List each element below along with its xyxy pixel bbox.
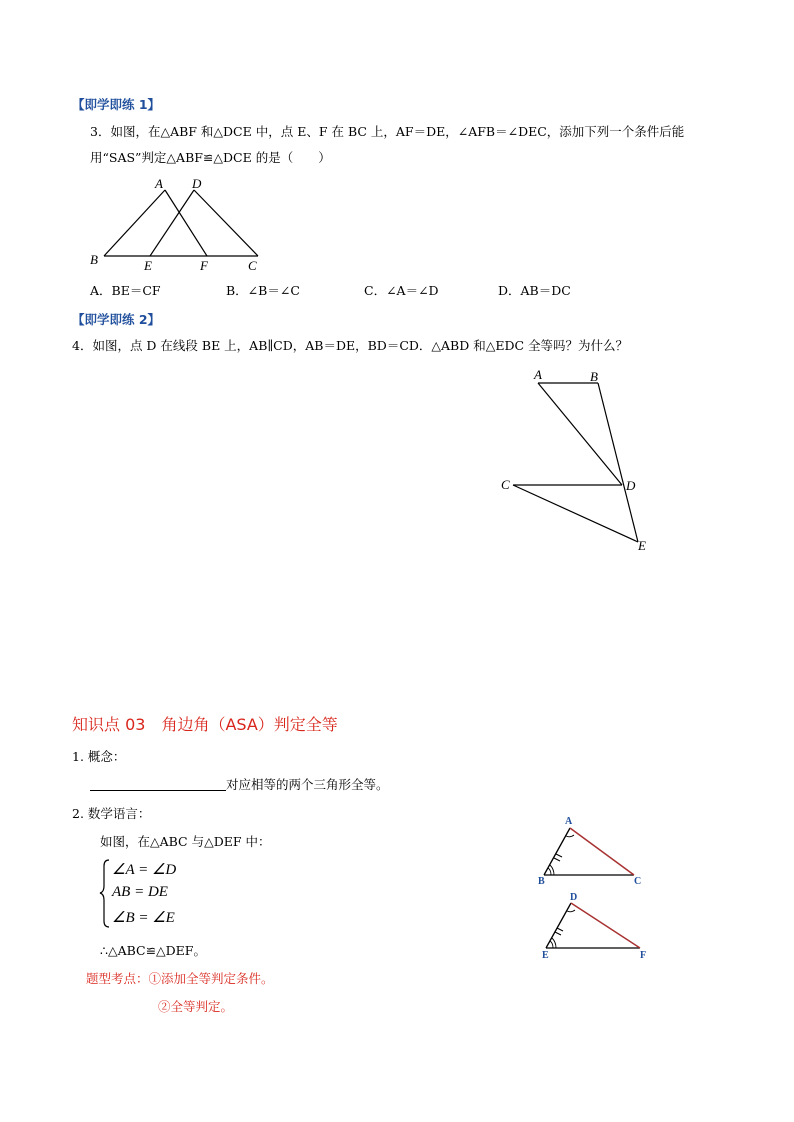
exam-points-2: ②全等判定。: [158, 999, 234, 1014]
fig-label-d: D: [570, 892, 578, 903]
option-a: A．BE＝CF: [90, 283, 161, 298]
q4-label-e: E: [638, 538, 646, 553]
condition-1: ∠A = ∠D: [112, 862, 177, 878]
question3-line1: 3．如图，在△ABF 和△DCE 中，点 E、F 在 BC 上，AF＝DE，∠AFB＝∠DEC，添加下列一个条件后能: [90, 124, 685, 139]
fig-label-e: E: [542, 950, 549, 961]
math-intro: 如图，在△ABC 与△DEF 中：: [100, 834, 271, 849]
q3-label-c: C: [248, 258, 257, 273]
math-language-label: 2. 数学语言：: [72, 806, 151, 821]
condition-3: ∠B = ∠E: [112, 910, 175, 926]
q3-label-f: F: [200, 258, 208, 273]
practice1-heading: 【即学即练 1】: [72, 97, 161, 112]
q3-label-e: E: [144, 258, 152, 273]
option-b: B．∠B＝∠C: [226, 283, 300, 298]
fig-label-a: A: [565, 816, 573, 827]
condition-2: AB = DE: [112, 884, 168, 900]
q4-label-c: C: [501, 477, 510, 492]
q4-label-a: A: [534, 367, 542, 382]
q4-label-b: B: [590, 369, 598, 384]
option-c: C．∠A＝∠D: [364, 283, 439, 298]
knowledge-title: 知识点 03 角边角（ASA）判定全等: [72, 715, 338, 734]
fig-label-b: B: [538, 876, 545, 887]
option-d: D．AB＝DC: [498, 283, 571, 298]
q4-label-d: D: [626, 478, 636, 493]
q3-label-b: B: [90, 252, 98, 267]
conclusion: ∴△ABC≌△DEF。: [100, 943, 206, 958]
concept-label: 1. 概念：: [72, 749, 126, 764]
practice2-heading: 【即学即练 2】: [72, 312, 161, 327]
question3-line2: 用“SAS”判定△ABF≌△DCE 的是（ ）: [90, 150, 331, 165]
fig-label-f: F: [640, 950, 647, 961]
exam-points-1: 题型考点：①添加全等判定条件。: [86, 971, 274, 986]
q3-label-a: A: [155, 176, 163, 191]
fig-label-c: C: [634, 876, 642, 887]
question4: 4．如图，点 D 在线段 BE 上，AB∥CD，AB＝DE，BD＝CD．△ABD 和△EDC 全等吗？为什么？: [72, 338, 629, 353]
q3-label-d: D: [192, 176, 202, 191]
concept-tail: 对应相等的两个三角形全等。: [226, 777, 389, 792]
